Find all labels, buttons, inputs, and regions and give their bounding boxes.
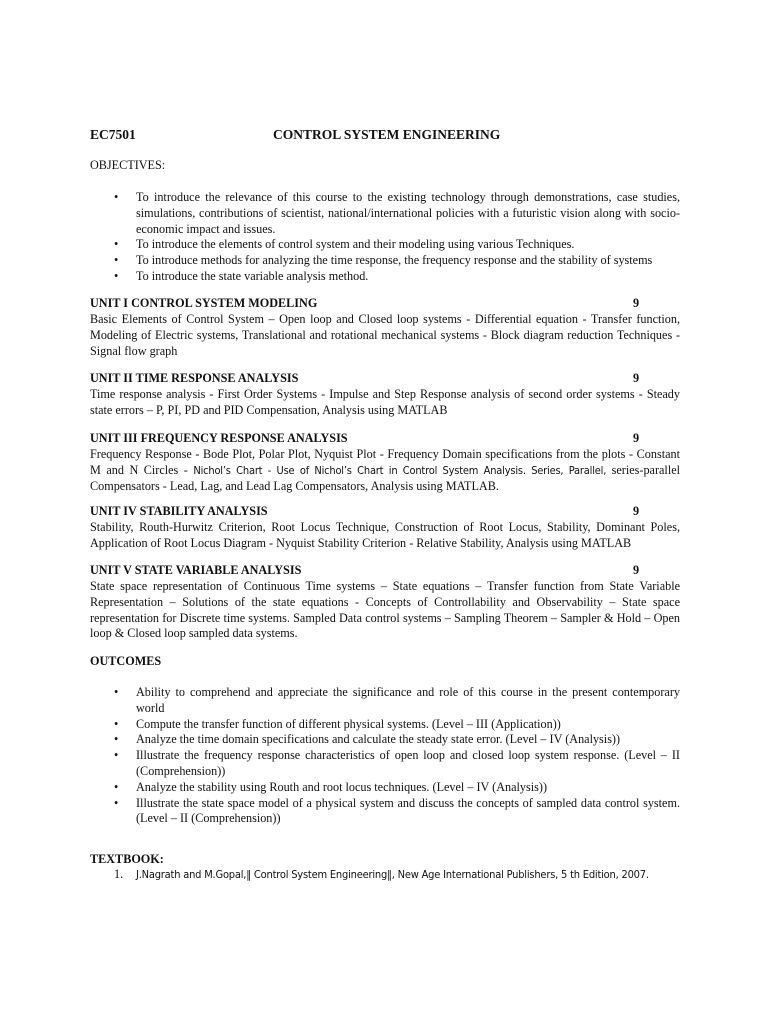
bullet-icon: • <box>114 268 119 283</box>
outcomes-heading: OUTCOMES <box>90 654 162 668</box>
list-item: • Ability to comprehend and appreciate the significance and role of this course in the present contemporary world <box>114 685 680 715</box>
unit-hours: 9 <box>633 431 640 445</box>
bullet-icon: • <box>114 685 119 699</box>
bullet-icon: • <box>114 253 119 268</box>
unit-heading: UNIT I CONTROL SYSTEM MODELING 9 <box>90 296 640 310</box>
list-item: • Analyze the stability using Routh and root locus techniques. (Level – IV (Analysis)) <box>114 779 548 794</box>
list-item: 1. J.Nagrath and M.Gopal,‖ Control System Engineering‖, New Age International Publishers, 5 th Edition, 2007. <box>114 867 649 881</box>
unit-3 <box>90 431 680 494</box>
unit-body: State space representation of Continuous Time systems – State equations – Transfer function from State Variable Representation – Solutions of the state equations - Concepts of Controllability and Observability – State space representation for Discrete time systems. Sampled Data control systems – Sampling Theorem – Sampler & Hold – Open loop & Closed loop sampled data systems. <box>90 579 680 641</box>
unit-heading: UNIT II TIME RESPONSE ANALYSIS 9 <box>90 371 640 385</box>
unit-2 <box>90 371 680 419</box>
bullet-icon: • <box>114 779 119 794</box>
list-item: • Illustrate the frequency response characteristics of open loop and closed loop system response. (Level – II (Comprehension)) <box>114 748 680 778</box>
unit-body: Frequency Response - Bode Plot, Polar Plot, Nyquist Plot - Frequency Domain specifications from the plots - Constant M and N Circles - Nichol’s Chart - Use of Nichol’s Chart in Control System Analysis. Series, Parallel, series-parallel Compensators - Lead, Lag, and Lead Lag Compensators, Analysis using MATLAB. <box>90 447 680 493</box>
unit-body: Basic Elements of Control System – Open loop and Closed loop systems - Differential equation - Transfer function, Modeling of Electric systems, Translational and rotational mechanical systems - Block diagram reduction Techniques - Signal flow graph <box>90 312 680 358</box>
bullet-icon: • <box>114 795 119 810</box>
unit-body: Stability, Routh-Hurwitz Criterion, Root Locus Technique, Construction of Root Locus, Stability, Dominant Poles, Application of Root Locus Diagram - Nyquist Stability Criterion - Relative Stability, Analysis using MATLAB <box>90 520 680 550</box>
course-code: EC7501 <box>90 127 136 142</box>
textbook-heading: TEXTBOOK: <box>90 852 164 866</box>
unit-hours: 9 <box>633 504 640 518</box>
bullet-icon: • <box>114 237 119 252</box>
list-item: • Illustrate the state space model of a physical system and discuss the concepts of sampled data control system. (Level – II (Comprehension)) <box>114 795 680 826</box>
objectives-list <box>90 190 680 285</box>
list-item: • To introduce the relevance of this course to the existing technology through demonstrations, case studies, simulations, contributions of scientist, national/international policies with a futuristic vision along with socio-economic impact and issues. <box>114 190 680 236</box>
course-title: CONTROL SYSTEM ENGINEERING <box>273 127 501 142</box>
list-item: • To introduce methods for analyzing the time response, the frequency response and the stability of systems <box>114 253 653 268</box>
unit-heading: UNIT IV STABILITY ANALYSIS 9 <box>90 504 640 518</box>
unit-5 <box>90 563 680 642</box>
bullet-icon: • <box>114 748 119 763</box>
list-number: 1. <box>114 867 124 881</box>
unit-4 <box>90 504 680 552</box>
bullet-icon: • <box>114 190 119 204</box>
unit-body: Time response analysis - First Order Systems - Impulse and Step Response analysis of second order systems - Steady state errors – P, PI, PD and PID Compensation, Analysis using MATLAB <box>90 387 680 417</box>
unit-1 <box>90 296 680 359</box>
objectives-heading: OBJECTIVES: <box>90 158 166 172</box>
list-item: • To introduce the elements of control system and their modeling using various Techniques. <box>114 237 575 252</box>
list-item: • To introduce the state variable analysis method. <box>114 268 369 283</box>
unit-heading: UNIT III FREQUENCY RESPONSE ANALYSIS 9 <box>90 431 640 445</box>
unit-hours: 9 <box>633 371 640 385</box>
bullet-icon: • <box>114 716 119 731</box>
list-item: • Compute the transfer function of different physical systems. (Level – III (Application)) <box>114 716 561 731</box>
unit-hours: 9 <box>633 296 640 310</box>
unit-heading: UNIT V STATE VARIABLE ANALYSIS 9 <box>90 563 640 577</box>
bullet-icon: • <box>114 732 119 747</box>
outcomes-list <box>90 685 680 827</box>
unit-hours: 9 <box>633 563 640 577</box>
list-item: • Analyze the time domain specifications and calculate the steady state error. (Level – IV (Analysis)) <box>114 732 621 747</box>
textbook-list <box>90 867 680 883</box>
